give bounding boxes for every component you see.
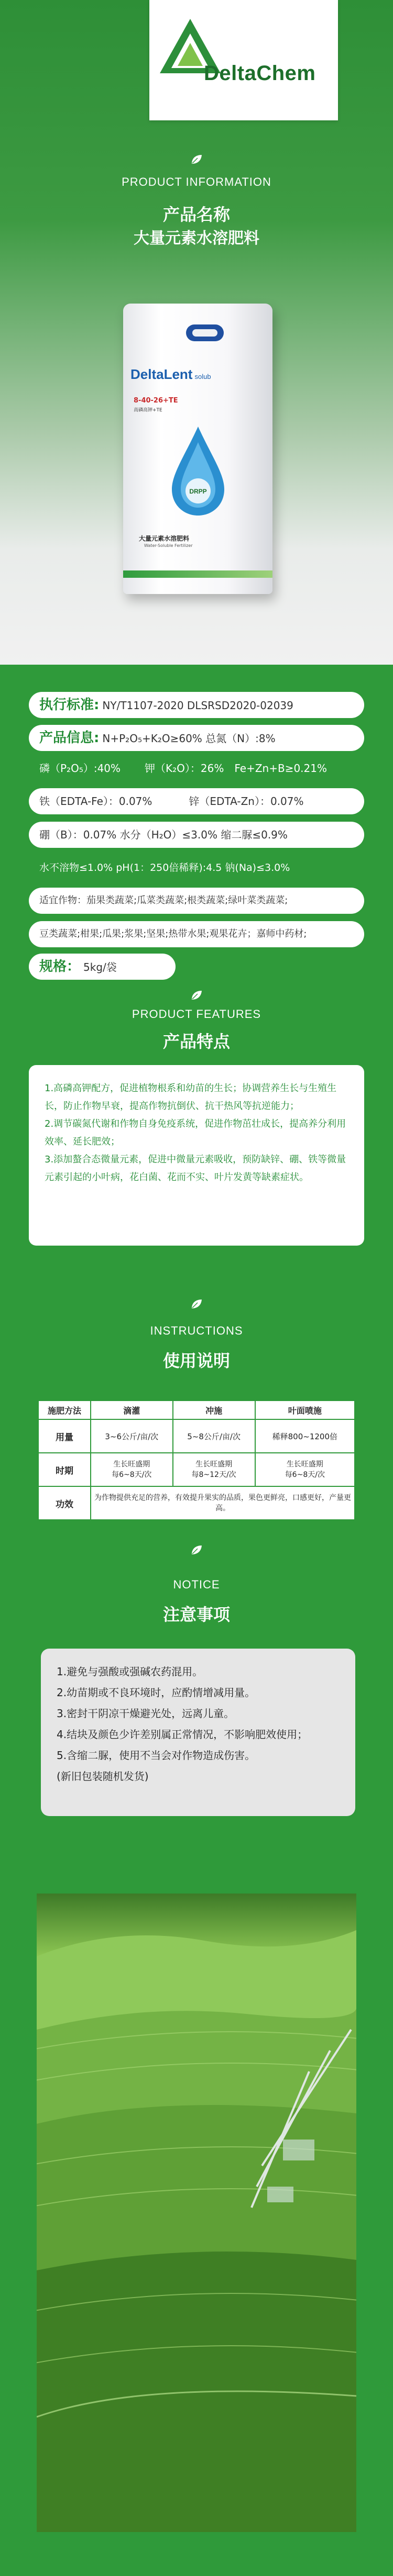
suitable-crops-row-2: 豆类蔬菜;柑果;瓜果;浆果;坚果;热带水果;观果花卉；嘉师中药材; [29,921,364,947]
instructions-heading: 使用说明 [162,1351,230,1371]
table-cell: 生长旺盛期 每8~12天/次 [173,1453,255,1486]
notice-line: 2.幼苗期或不良环境时，应酌情增减用量。 [57,1686,256,1699]
feature-paragraph: 3.添加螯合态微量元素，促进中微量元素吸收，预防缺锌、硼、铁等微量元素引起的小叶病，花白菌、花而不实、叶片发黄等缺素症状。 [45,1154,346,1183]
farm-field-photo [37,1894,356,2532]
table-cell: 生长旺盛期 每6~8天/次 [91,1453,173,1486]
brand-name: DeltaChem [204,62,316,85]
table-header-cell: 滴灌 [91,1401,173,1419]
features-card [29,1065,364,1246]
feature-paragraph: 2.调节碳氮代谢和作物自身免疫系统，促进作物茁壮成长，提高养分利用效率、延长肥效； [45,1118,346,1147]
bag-color-band [123,570,272,578]
leaf-icon [190,1544,203,1556]
notice-heading: 注意事项 [162,1605,230,1625]
table-row [38,1486,355,1520]
notice-line: 5.含缩二脲，使用不当会对作物造成伤害。 [57,1749,256,1762]
table-cell-merged: 为作物提供充足的营养，有效提升果实的品质，果色更鲜亮，口感更好，产量更高。 [91,1486,355,1520]
leaf-icon [190,1298,203,1311]
instructions-table [38,1400,355,1520]
bag-product-name-en: Water-Soluble Fertilizer [144,543,193,548]
features-text [29,1065,364,1201]
table-header-cell: 冲施 [173,1401,255,1419]
suitable-crops-row: 适宜作物：茄果类蔬菜;瓜菜类蔬菜;根类蔬菜;绿叶菜类蔬菜; [29,888,364,914]
feature-paragraph: 1.高磷高钾配方，促进植物根系和幼苗的生长；协调营养生长与生殖生长，防止作物早衰，提高作物抗倒伏、抗干热风等抗逆能力； [45,1083,337,1112]
standard-row: 执行标准: NY/T1107-2020 DLSRSD2020-02039 [29,692,364,718]
notice-line: (新旧包装随机发货) [57,1770,149,1783]
table-header-row [38,1401,355,1419]
water-drop-icon [169,424,227,518]
table-cell: 稀释800~1200倍 [255,1419,355,1453]
table-header-cell: 叶面喷施 [255,1401,355,1419]
table-cell: 5~8公斤/亩/次 [173,1419,255,1453]
nutrient-row-3: 硼（B）：0.07% 水分（H₂O）≤3.0% 缩二脲≤0.9% [29,822,364,848]
leaf-icon [190,989,203,1002]
bag-handle [186,324,224,341]
notice-section-en: NOTICE [173,1578,220,1591]
notice-line: 4.结块及颜色少许差别属正常情况，不影响肥效使用； [57,1728,308,1741]
table-row [38,1419,355,1453]
field-illustration [37,1894,356,2532]
bag-product-name: 大量元素水溶肥料 [139,535,190,542]
product-bag-image [123,304,272,594]
hero-section [0,0,393,665]
bag-formula-sub: 高磷高钾+TE [134,408,162,413]
bag-formula: 8-40-26+TE [134,397,178,405]
features-heading: 产品特点 [162,1032,230,1051]
product-name-heading: 产品名称 [162,205,230,225]
table-header-cell: 施肥方法 [38,1401,91,1419]
nutrient-row-4: 水不溶物≤1.0% pH(1：250倍稀释):4.5 钠(Na)≤3.0% [39,862,290,873]
table-cell: 3~6公斤/亩/次 [91,1419,173,1453]
bag-logo: DeltaLent solub [130,366,211,382]
features-section-en: PRODUCT FEATURES [132,1007,261,1021]
notice-card [41,1649,355,1816]
nutrient-row-2: 铁（EDTA-Fe）：0.07% 锌（EDTA-Zn）：0.07% [29,788,364,814]
brand-logo-card [149,0,338,120]
nutrient-row-1: 磷（P₂O₅）:40% 钾（K₂O）：26% Fe+Zn+B≥0.21% [39,762,327,775]
instructions-section-en: INSTRUCTIONS [150,1324,243,1337]
drop-badge-text: DRPP [189,488,207,495]
notice-line: 1.避免与强酸或强碱农药混用。 [57,1665,203,1678]
table-cell: 生长旺盛期 每6~8天/次 [255,1453,355,1486]
table-row-label: 用量 [38,1419,91,1453]
product-info-row: 产品信息: N+P₂O₅+K₂O≥60% 总氮（N）:8% [29,725,364,751]
notice-line: 3.密封干阴凉干燥避光处，远离儿童。 [57,1707,235,1720]
leaf-icon [190,153,203,166]
product-name-value: 大量元素水溶肥料 [134,229,259,248]
table-row-label: 时期 [38,1453,91,1486]
table-row [38,1453,355,1486]
table-row-label: 功效 [38,1486,91,1520]
section-title-en: PRODUCT INFORMATION [122,175,271,188]
spec-row: 规格： 5kg/袋 [29,954,176,980]
